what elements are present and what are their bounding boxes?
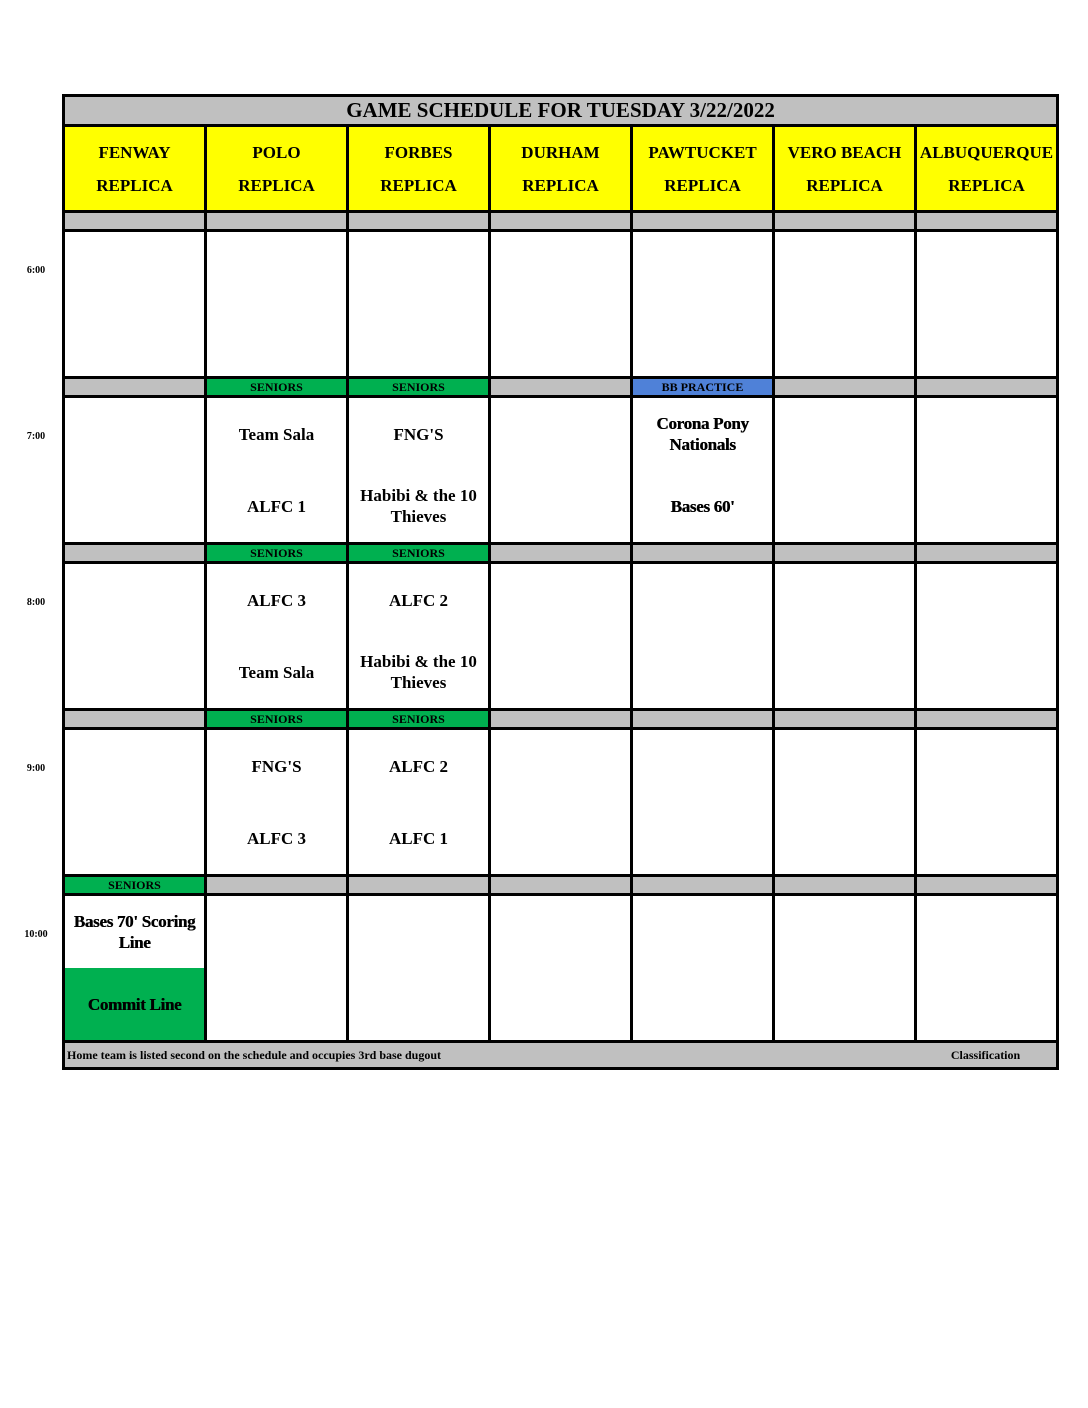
- band-cell: [490, 212, 632, 231]
- game-cell: [774, 563, 916, 710]
- game-cell: [632, 563, 774, 710]
- band-cell: [490, 876, 632, 895]
- schedule-table: [62, 94, 1059, 1070]
- band-cell: [64, 544, 206, 563]
- game-cell: [490, 563, 632, 710]
- band-cell: [64, 710, 206, 729]
- band-cell: [632, 876, 774, 895]
- game-cell: [774, 729, 916, 876]
- field-type: REPLICA: [522, 175, 599, 195]
- slot-band-row: [64, 710, 1058, 729]
- game-cell: [774, 895, 916, 1042]
- band-cell: [916, 212, 1058, 231]
- band-cell: [490, 544, 632, 563]
- division-badge: SENIORS: [206, 544, 348, 563]
- field-header-vero-beach: [774, 126, 916, 212]
- field-type: REPLICA: [238, 175, 315, 195]
- game-cell: [490, 895, 632, 1042]
- game-cell: [206, 397, 348, 544]
- division-badge: SENIORS: [348, 378, 490, 397]
- field-name: POLO: [252, 142, 301, 162]
- band-cell: [916, 378, 1058, 397]
- division-badge: SENIORS: [206, 378, 348, 397]
- band-cell: [774, 710, 916, 729]
- slot-band-row: [64, 876, 1058, 895]
- game-cell: [490, 231, 632, 378]
- team-entry-second: Habibi & the 10 Thieves: [360, 486, 477, 526]
- schedule-title: GAME SCHEDULE FOR TUESDAY 3/22/2022: [64, 96, 1058, 126]
- team-entry-first: FNG'S: [251, 756, 302, 776]
- game-cell: [64, 895, 206, 1042]
- game-cell: [206, 729, 348, 876]
- time-slot-row: [64, 895, 1058, 1042]
- band-cell: [774, 876, 916, 895]
- game-cell: [916, 563, 1058, 710]
- game-cell: [206, 563, 348, 710]
- game-cell: [632, 397, 774, 544]
- field-type: REPLICA: [664, 175, 741, 195]
- team-entry-second: Bases 60': [670, 496, 735, 516]
- time-label: 7:00: [26, 430, 46, 442]
- team-entry-first: ALFC 3: [246, 590, 307, 610]
- division-badge: SENIORS: [206, 710, 348, 729]
- game-cell: [348, 397, 490, 544]
- time-slot-row: [64, 397, 1058, 544]
- game-cell: [348, 231, 490, 378]
- game-cell: [774, 397, 916, 544]
- band-cell: [348, 876, 490, 895]
- slot-band-row: [64, 212, 1058, 231]
- team-entry-first: FNG'S: [393, 424, 444, 444]
- team-entry-second: Commit Line: [65, 968, 204, 1040]
- footer-row: [64, 1042, 1058, 1069]
- band-cell: [916, 876, 1058, 895]
- time-label: 10:00: [24, 928, 48, 940]
- footer-note: Home team is listed second on the schedule and occupies 3rd base dugout: [67, 1047, 442, 1062]
- team-entry-second: ALFC 1: [388, 828, 449, 848]
- field-name: DURHAM: [521, 142, 600, 162]
- band-cell: [632, 212, 774, 231]
- classification-label: Classification: [950, 1047, 1021, 1062]
- band-cell: [916, 710, 1058, 729]
- band-cell: [490, 378, 632, 397]
- field-name: PAWTUCKET: [648, 142, 757, 162]
- division-badge: SENIORS: [348, 710, 490, 729]
- game-cell: [632, 729, 774, 876]
- team-entry-first: Corona Pony Nationals: [656, 414, 749, 454]
- game-cell: [916, 397, 1058, 544]
- field-header-pawtucket: [632, 126, 774, 212]
- team-entry-first: Bases 70' Scoring Line: [73, 912, 196, 952]
- division-badge: SENIORS: [348, 544, 490, 563]
- field-header-albuquerque: [916, 126, 1058, 212]
- time-label: 8:00: [26, 596, 46, 608]
- band-cell: [206, 876, 348, 895]
- team-entry-second: ALFC 3: [246, 828, 307, 848]
- team-entry-first: Team Sala: [238, 424, 315, 444]
- title-row: [64, 96, 1058, 126]
- game-cell: [916, 895, 1058, 1042]
- division-badge: BB PRACTICE: [632, 378, 774, 397]
- time-slot-row: [64, 729, 1058, 876]
- slot-band-row: [64, 378, 1058, 397]
- game-cell: [632, 895, 774, 1042]
- field-name: VERO BEACH: [787, 142, 902, 162]
- field-type: REPLICA: [380, 175, 457, 195]
- team-entry-first: ALFC 2: [388, 756, 449, 776]
- game-cell: [206, 895, 348, 1042]
- band-cell: [774, 378, 916, 397]
- time-label: 9:00: [26, 762, 46, 774]
- band-cell: [64, 378, 206, 397]
- time-slot-row: [64, 231, 1058, 378]
- game-cell: [774, 231, 916, 378]
- game-cell: [64, 397, 206, 544]
- band-cell: [916, 544, 1058, 563]
- game-cell: [348, 563, 490, 710]
- game-cell: [916, 231, 1058, 378]
- game-cell: [64, 563, 206, 710]
- game-cell: [490, 729, 632, 876]
- band-cell: [774, 544, 916, 563]
- game-cell: [916, 729, 1058, 876]
- time-label: 6:00: [26, 264, 46, 276]
- field-name: FORBES: [384, 142, 453, 162]
- field-header-forbes: [348, 126, 490, 212]
- footer-cell: [64, 1042, 1058, 1069]
- field-header-durham: [490, 126, 632, 212]
- field-type: REPLICA: [948, 175, 1025, 195]
- field-name: ALBUQUERQUE: [919, 142, 1054, 162]
- field-name: FENWAY: [98, 142, 171, 162]
- game-cell: [490, 397, 632, 544]
- game-cell: [348, 895, 490, 1042]
- field-type: REPLICA: [806, 175, 883, 195]
- field-type: REPLICA: [96, 175, 173, 195]
- field-header-polo: [206, 126, 348, 212]
- band-cell: [632, 710, 774, 729]
- team-entry-first: ALFC 2: [388, 590, 449, 610]
- team-entry-second: ALFC 1: [246, 496, 307, 516]
- team-entry-second: Habibi & the 10 Thieves: [360, 652, 477, 692]
- slot-band-row: [64, 544, 1058, 563]
- band-cell: [774, 212, 916, 231]
- band-cell: [64, 212, 206, 231]
- time-slot-row: [64, 563, 1058, 710]
- game-cell: [206, 231, 348, 378]
- band-cell: [632, 544, 774, 563]
- team-entry-second: Team Sala: [238, 662, 315, 682]
- band-cell: [348, 212, 490, 231]
- game-cell: [64, 729, 206, 876]
- band-cell: [206, 212, 348, 231]
- game-cell: [348, 729, 490, 876]
- game-cell: [64, 231, 206, 378]
- band-cell: [490, 710, 632, 729]
- game-cell: [632, 231, 774, 378]
- division-badge: SENIORS: [64, 876, 206, 895]
- field-header-fenway: [64, 126, 206, 212]
- field-header-row: [64, 126, 1058, 212]
